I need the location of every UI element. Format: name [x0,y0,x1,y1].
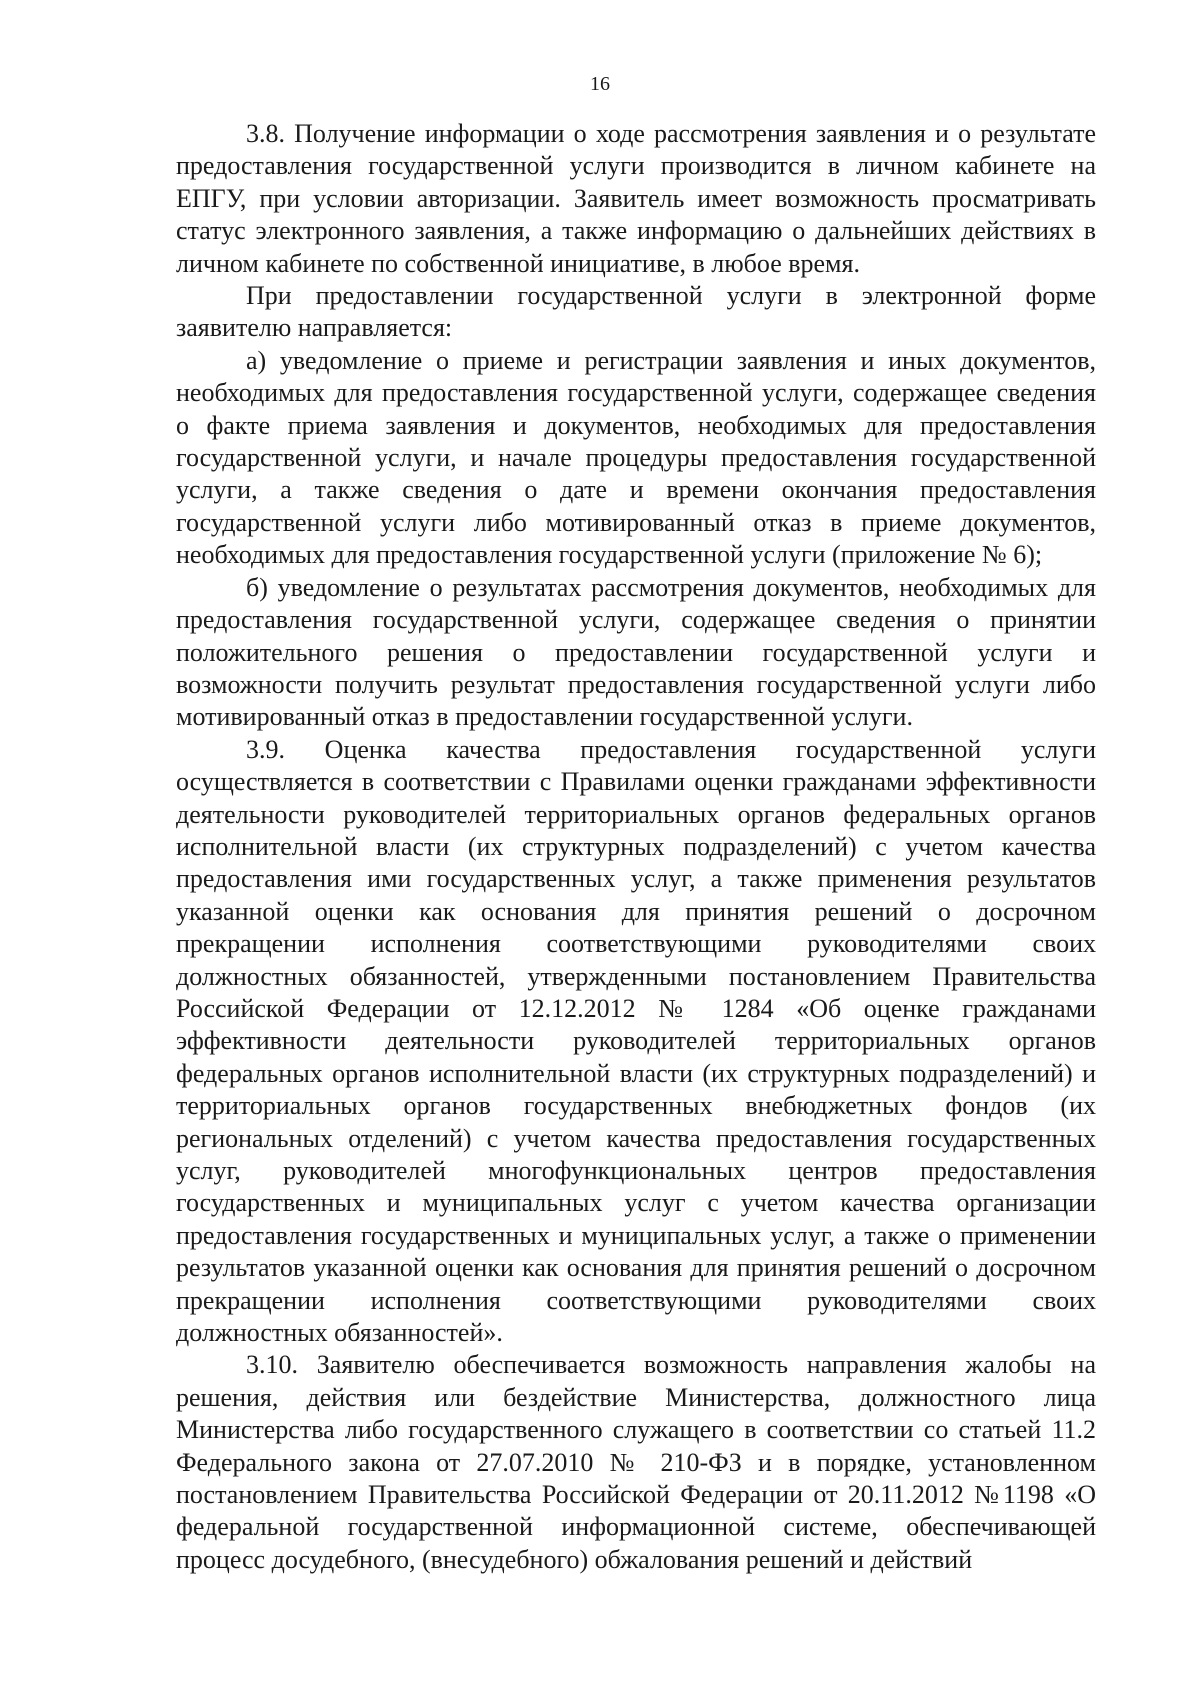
paragraph-3-8: 3.8. Получение информации о ходе рассмотрения заявления и о результате предоставления государственной услуги производится в личном кабинете на ЕПГУ, при условии авторизации. Заявитель имеет возможность просматривать статус электронного заявления, а также информацию о дальнейших действиях в личном кабинете по собственной инициативе, в любое время. [176,119,1096,278]
paragraph-3-9: 3.9. Оценка качества предоставления государственной услуги осуществляется в соответствии с Правилами оценки гражданами эффективности деятельности руководителей территориальных органов федеральных органов исполнительной власти (их структурных подразделений) с учетом качества предоставления ими государственных услуг, а также применения результатов указанной оценки как основания для принятия решений о досрочном прекращении исполнения соответствующими руководителями своих должностных обязанностей, утвержденными постановлением Правительства Российской Федерации от 12.12.2012 № 1284 «Об оценке гражданами эффективности деятельности руководителей территориальных органов федеральных органов исполнительной власти (их структурных подразделений) и территориальных органов государственных внебюджетных фондов (их региональных отделений) с учетом качества предоставления государственных услуг, руководителей многофункциональных центров предоставления государственных и муниципальных услуг с учетом качества организации предоставления государственных и муниципальных услуг, а также о применении результатов указанной оценки как основания для принятия решений о досрочном прекращении исполнения соответствующими руководителями своих должностных обязанностей». [176,734,1096,1348]
paragraph-3-10: 3.10. Заявителю обеспечивается возможность направления жалобы на решения, действия или бездействие Министерства, должностного лица Министерства либо государственного служащего в соответствии со статьей 11.2 Федерального закона от 27.07.2010 № 210-ФЗ и в порядке, установленном постановлением Правительства Российской Федерации от 20.11.2012 №1198 «О федеральной государственной информационной системе, обеспечивающей процесс досудебного, (внесудебного) обжалования решений и действий [176,1350,1096,1574]
paragraph-electronic-form: При предоставлении государственной услуги в электронной форме заявителю направляется: [176,281,1096,343]
document-body [176,118,1096,1576]
paragraph-item-a: а) уведомление о приеме и регистрации заявления и иных документов, необходимых для предоставления государственной услуги, содержащее сведения о факте приема заявления и документов, необходимых для предоставления государственной услуги, и начале процедуры предоставления государственной услуги, а также сведения о дате и времени окончания предоставления государственной услуги либо мотивированный отказ в приеме документов, необходимых для предоставления государственной услуги (приложение № 6); [176,345,1096,570]
page-number: 16 [590,73,610,95]
paragraph-item-b: б) уведомление о результатах рассмотрения документов, необходимых для предоставления государственной услуги, содержащее сведения о принятии положительного решения о предоставлении государственной услуги и возможности получить результат предоставления государственной услуги либо мотивированный отказ в предоставлении государственной услуги. [176,572,1096,732]
